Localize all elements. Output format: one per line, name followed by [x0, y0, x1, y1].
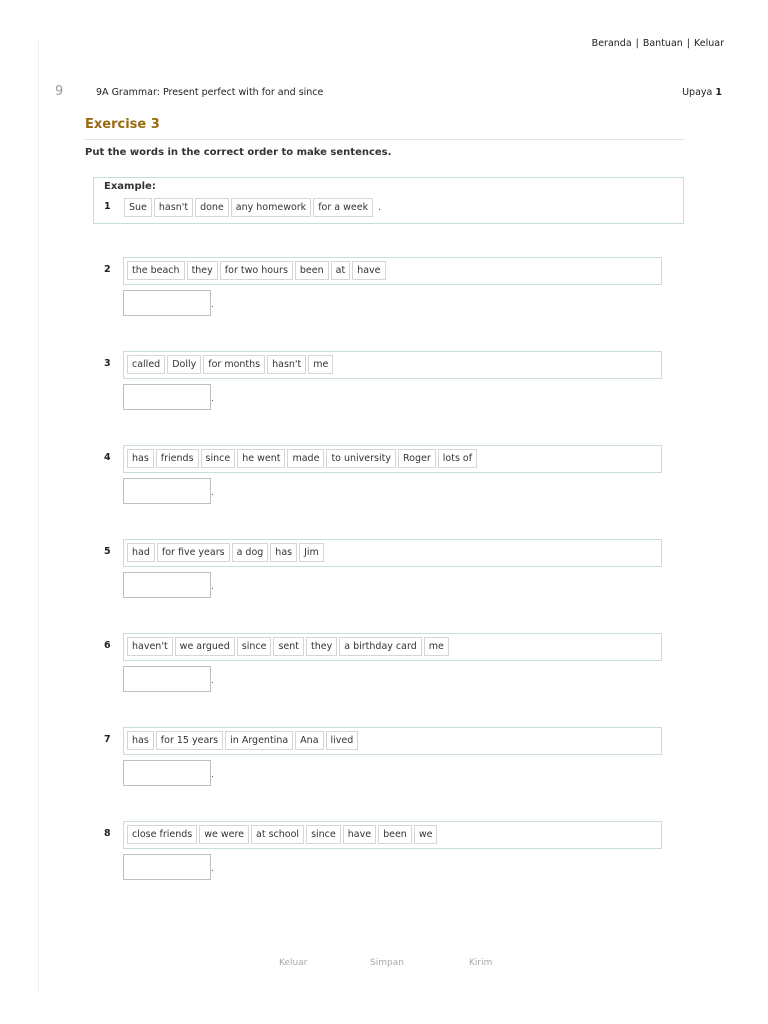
answer-drop-zone[interactable] — [123, 854, 211, 880]
word-chip[interactable]: done — [195, 198, 229, 217]
nav-separator: | — [635, 38, 639, 49]
submit-button[interactable]: Kirim — [469, 958, 493, 968]
word-chip[interactable]: Ana — [295, 731, 323, 750]
word-chip[interactable]: at school — [251, 825, 304, 844]
answer-drop-zone[interactable] — [123, 666, 211, 692]
lesson-title: 9A Grammar: Present perfect with for and since — [96, 87, 324, 98]
word-chip[interactable]: they — [187, 261, 218, 280]
word-chip-list — [127, 449, 479, 468]
answer-drop-zone[interactable] — [123, 290, 211, 316]
exercise-divider — [85, 139, 685, 140]
answer-drop-zone[interactable] — [123, 572, 211, 598]
word-chip-list — [127, 355, 335, 374]
word-bank — [123, 445, 662, 473]
nav-help-link[interactable]: Bantuan — [642, 38, 683, 49]
word-bank — [123, 539, 662, 567]
top-navigation — [592, 38, 724, 49]
word-chip-list — [127, 637, 451, 656]
word-chip[interactable]: any homework — [231, 198, 311, 217]
question-number: 1 — [104, 201, 111, 212]
nav-logout-link[interactable]: Keluar — [694, 38, 724, 49]
word-chip[interactable]: we — [414, 825, 438, 844]
word-chip[interactable]: been — [378, 825, 412, 844]
word-chip[interactable]: have — [352, 261, 385, 280]
exercise-title: Exercise 3 — [85, 117, 160, 132]
word-chip[interactable]: for 15 years — [156, 731, 223, 750]
word-chip[interactable]: haven't — [127, 637, 173, 656]
attempt-indicator — [682, 87, 722, 98]
word-chip[interactable]: we were — [199, 825, 249, 844]
page-left-rule — [38, 40, 39, 992]
word-bank — [123, 351, 662, 379]
word-chip[interactable]: the beach — [127, 261, 185, 280]
exercise-instruction: Put the words in the correct order to make sentences. — [85, 147, 392, 158]
word-chip[interactable]: lived — [326, 731, 359, 750]
answer-drop-zone[interactable] — [123, 384, 211, 410]
question-number: 8 — [104, 828, 111, 839]
example-box — [93, 177, 684, 224]
word-bank — [123, 257, 662, 285]
word-chip[interactable]: has — [127, 449, 154, 468]
word-chip[interactable]: has — [270, 543, 297, 562]
word-chip[interactable]: for months — [203, 355, 265, 374]
question-number: 3 — [104, 358, 111, 369]
sentence-period: . — [211, 770, 214, 780]
word-chip[interactable]: lots of — [438, 449, 477, 468]
word-chip-list — [127, 825, 439, 844]
word-bank — [123, 821, 662, 849]
word-chip[interactable]: hasn't — [154, 198, 193, 217]
word-chip[interactable]: had — [127, 543, 155, 562]
word-chip[interactable]: been — [295, 261, 329, 280]
word-chip[interactable]: me — [308, 355, 333, 374]
word-chip[interactable]: they — [306, 637, 337, 656]
sentence-period: . — [211, 676, 214, 686]
word-chip[interactable]: have — [343, 825, 376, 844]
word-chip[interactable]: called — [127, 355, 165, 374]
question-number: 2 — [104, 264, 111, 275]
word-chip[interactable]: sent — [273, 637, 304, 656]
word-chip[interactable]: we argued — [175, 637, 235, 656]
word-chip[interactable]: made — [287, 449, 324, 468]
word-chip[interactable]: friends — [156, 449, 199, 468]
word-chip-list — [127, 731, 360, 750]
word-chip[interactable]: since — [201, 449, 236, 468]
word-chip[interactable]: has — [127, 731, 154, 750]
question-number: 6 — [104, 640, 111, 651]
word-chip[interactable]: he went — [237, 449, 285, 468]
word-chip[interactable]: to university — [326, 449, 396, 468]
sentence-period: . — [378, 202, 382, 213]
word-chip[interactable]: Dolly — [167, 355, 201, 374]
attempt-label: Upaya — [682, 87, 713, 98]
word-chip[interactable]: for two hours — [220, 261, 293, 280]
word-chip[interactable]: Roger — [398, 449, 436, 468]
word-chip[interactable]: for five years — [157, 543, 230, 562]
word-chip[interactable]: since — [237, 637, 272, 656]
word-chip[interactable]: in Argentina — [225, 731, 293, 750]
sentence-period: . — [211, 300, 214, 310]
word-chip-list — [127, 543, 326, 562]
word-bank — [123, 727, 662, 755]
page-number: 9 — [55, 84, 64, 99]
answer-drop-zone[interactable] — [123, 478, 211, 504]
word-chip[interactable]: a birthday card — [339, 637, 421, 656]
sentence-period: . — [211, 394, 214, 404]
word-chip[interactable]: for a week — [313, 198, 373, 217]
word-chip[interactable]: hasn't — [267, 355, 306, 374]
word-chip[interactable]: Sue — [124, 198, 152, 217]
nav-home-link[interactable]: Beranda — [591, 38, 632, 49]
word-chip[interactable]: Jim — [299, 543, 324, 562]
answer-drop-zone[interactable] — [123, 760, 211, 786]
word-chip[interactable]: since — [306, 825, 341, 844]
nav-separator: | — [686, 38, 690, 49]
question-number: 5 — [104, 546, 111, 557]
example-label: Example: — [104, 181, 156, 192]
question-number: 4 — [104, 452, 111, 463]
word-chip-list — [127, 261, 388, 280]
word-bank — [123, 633, 662, 661]
sentence-period: . — [211, 582, 214, 592]
sentence-period: . — [211, 488, 214, 498]
question-number: 7 — [104, 734, 111, 745]
exit-button[interactable]: Keluar — [279, 958, 308, 968]
save-button[interactable]: Simpan — [370, 958, 404, 968]
word-chip-list — [124, 198, 381, 217]
word-chip[interactable]: at — [331, 261, 351, 280]
word-chip[interactable]: a dog — [232, 543, 269, 562]
sentence-period: . — [211, 864, 214, 874]
attempt-value: 1 — [715, 87, 722, 98]
word-chip[interactable]: close friends — [127, 825, 197, 844]
word-chip[interactable]: me — [424, 637, 449, 656]
